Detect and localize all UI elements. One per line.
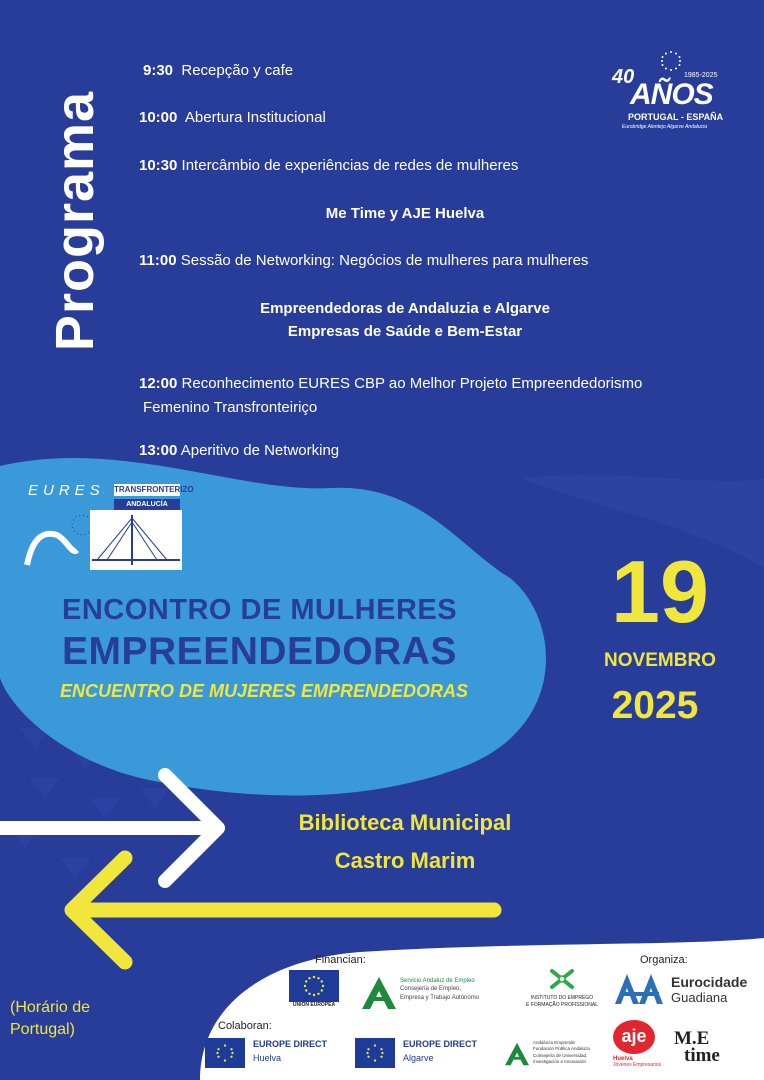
europe-direct-huelva-line2: Huelva <box>253 1052 282 1063</box>
eu-stars-icon <box>660 50 682 72</box>
eu-stars-icon <box>302 974 326 998</box>
timezone-note <box>10 997 110 1042</box>
andalucia-emprende-line2: Fundación Pública Andaluza <box>533 1046 590 1052</box>
event-year: 2025 <box>611 684 699 727</box>
location-line2: Castro Marim <box>334 848 476 873</box>
programme-text: Aperitivo de Networking <box>180 442 340 459</box>
programme-text: Reconhecimento EURES CBP ao Melhor Projeto Empreendedorismo <box>181 375 643 392</box>
programme-subline: Empresas de Saúde e Bem-Estar <box>287 323 523 340</box>
event-subtitle: ENCUENTRO DE MUJERES EMPRENDEDORAS <box>60 681 469 701</box>
europe-direct-huelva-logo <box>205 1038 340 1070</box>
organiza-label: Organiza: <box>640 954 688 966</box>
metime-logo <box>674 1030 744 1070</box>
andalucia-emprende-logo <box>505 1040 615 1072</box>
sae-line1: Servicio Andaluz de Empleo <box>400 978 475 984</box>
anniversary-line: PORTUGAL - ESPAÑA <box>628 112 724 122</box>
aje-logo <box>613 1020 668 1080</box>
programme-time: 9:30 <box>143 62 174 79</box>
europe-direct-algarve-line1: EUROPE DIRECT <box>403 1039 478 1049</box>
programme-item-0 <box>143 62 293 79</box>
metime-line1: M.E <box>674 1028 710 1049</box>
andalucia-a-icon <box>362 977 396 1009</box>
eu-stars-icon <box>365 1043 385 1063</box>
event-day: 19 <box>611 542 709 641</box>
location-line1: Biblioteca Municipal <box>298 810 512 835</box>
anniversary-word: AÑOS <box>630 78 713 111</box>
europe-direct-algarve-line2: Algarve <box>403 1052 434 1063</box>
andalucia-emprende-line1: Andalucía Emprende <box>533 1040 576 1045</box>
programme-subline: Empreendedoras de Andaluzia e Algarve <box>260 300 550 317</box>
anniversary-years: 1985-2025 <box>684 72 718 79</box>
programme-subline: Me Time y AJE Huelva <box>325 205 485 222</box>
programme-item-4 <box>139 252 588 269</box>
programme-text: Recepção y cafe <box>181 62 294 79</box>
programme-text-continued: Femenino Transfronteiriço <box>143 399 318 416</box>
aje-line2: Jóvenes Empresarios <box>613 1062 662 1068</box>
andalucia-a-icon <box>505 1042 529 1066</box>
anniversary-sub: Eurobridge Alentejo Algarve Andalucia <box>622 124 708 130</box>
programme-text: Abertura Institucional <box>184 109 326 126</box>
sae-line3: Empresa y Trabajo Autónomo <box>400 994 480 1001</box>
iefp-logo <box>522 968 602 1012</box>
eurocidade-logo <box>615 970 755 1010</box>
eures-line1: TRANSFRONTERIZO <box>114 485 194 494</box>
anniversary-number: 40 <box>612 66 635 88</box>
event-month: NOVEMBRO <box>604 650 716 671</box>
iefp-line1: INSTITUTO DO EMPREGO <box>530 995 594 1001</box>
europe-direct-huelva-line1: EUROPE DIRECT <box>253 1039 328 1049</box>
aje-line1: Huelva <box>613 1056 633 1062</box>
union-europea-logo <box>289 970 339 1010</box>
programme-item-1 <box>139 109 326 126</box>
sae-line2: Consejería de Empleo, <box>400 986 462 993</box>
eurocidade-line2: Guadiana <box>671 990 728 1005</box>
aje-mark: aje <box>613 1020 655 1054</box>
eures-word: EURES <box>28 482 105 499</box>
eures-bridge-icon <box>22 510 182 570</box>
timezone-note-line1: (Horário de <box>10 999 91 1016</box>
programme-time: 10:30 <box>139 157 178 174</box>
event-title-line1: ENCONTRO DE MULHERES <box>62 594 458 626</box>
eures-line2: ANDALUCÍA <box>114 499 180 510</box>
eures-logo <box>22 482 194 570</box>
programme-time: 10:00 <box>139 109 178 126</box>
programme-text: Intercâmbio de experiências de redes de mulheres <box>181 157 519 174</box>
programme-time: 11:00 <box>139 252 177 269</box>
eurocidade-aa-icon <box>615 974 667 1004</box>
programme-time: 13:00 <box>139 442 178 459</box>
programme-item-6 <box>139 372 642 420</box>
andalucia-emprende-line4: Investigación e Innovación <box>533 1058 587 1064</box>
sae-logo <box>362 975 512 1011</box>
event-title-line2: EMPREENDEDORAS <box>62 630 457 673</box>
programme-vertical-title: Programa <box>45 90 105 352</box>
anniversary-logo <box>610 50 730 140</box>
andalucia-emprende-line3: Consejería de Universidad, <box>533 1052 588 1058</box>
financian-label: Financian: <box>315 954 366 966</box>
programme-time: 12:00 <box>139 375 178 392</box>
metime-line2: time <box>684 1045 720 1067</box>
colaboran-label: Colaboran: <box>218 1020 272 1032</box>
iefp-line2: E FORMAÇÃO PROFISSIONAL <box>526 1001 598 1008</box>
timezone-note-line2: Portugal) <box>10 1021 75 1039</box>
eurocidade-line1: Eurocidade <box>671 974 748 990</box>
eu-stars-icon <box>215 1043 235 1063</box>
europe-direct-algarve-logo <box>355 1038 490 1070</box>
programme-item-2 <box>139 157 518 174</box>
programme-text: Sessão de Networking: Negócios de mulheres para mulheres <box>180 252 589 269</box>
union-europea-text: UNIÓN EUROPEA <box>292 1002 336 1008</box>
iefp-icon <box>549 968 575 990</box>
